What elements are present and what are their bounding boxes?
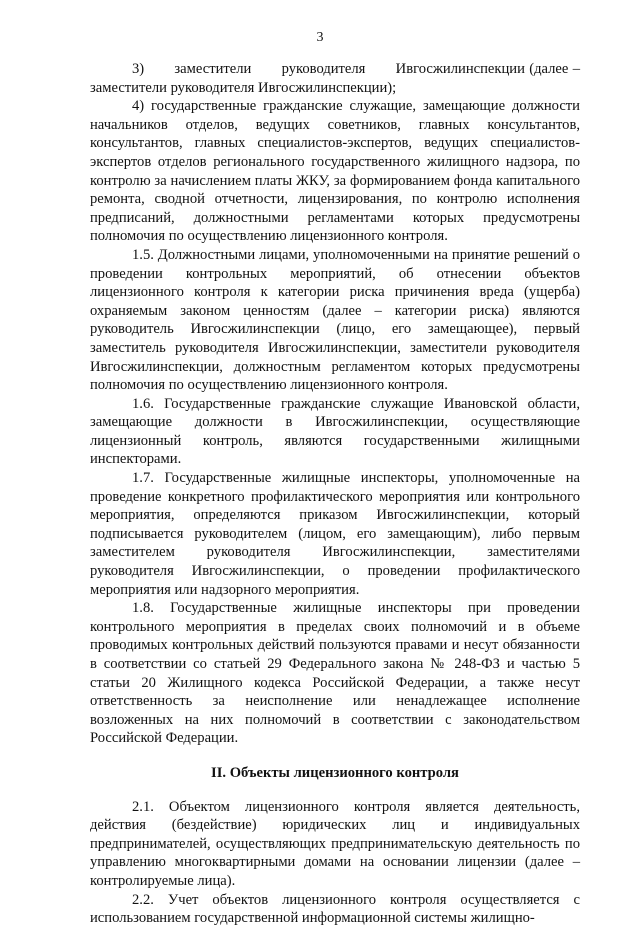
paragraph-2-2: 2.2. Учет объектов лицензионного контроля осуществляется с использованием государственной информационной системы жилищно-: [90, 891, 580, 927]
section-heading: II. Объекты лицензионного контроля: [211, 764, 459, 781]
paragraph-item-3: 3) заместители руководителя Ивгосжилинспекции (далее – заместители руководителя Ивгосжилинспекции);: [90, 61, 584, 96]
paragraph-2-1: 2.1. Объектом лицензионного контроля является деятельность, действия (бездействие) юридических лиц и индивидуальных предпринимателей, осуществляющих предпринимательскую деятельность по управлению многоквартирными домами на основании лицензии (далее – контролируемые лица).: [90, 798, 580, 889]
paragraph-item-4: 4) государственные гражданские служащие, замещающие должности начальников отделов, ведущих советников, главных консультантов, консультантов, главных специалистов-экспертов, ведущих специалистов-экспертов отделов регионального государственного жилищного надзора, по контролю за начислением платы ЖКУ, за формированием фонда капитального ремонта, сводной отчетности, лицензирования, по контролю исполнения предписаний, должностными регламентами которых предусмотрены полномочия по осуществлению лицензионного контроля.: [90, 98, 580, 245]
page-number: 3: [316, 30, 324, 45]
paragraph-1-7: 1.7. Государственные жилищные инспекторы, уполномоченные на проведение конкретного профилактического мероприятия или контрольного мероприятия, определяются приказом Ивгосжилинспекции, который подписывается руководителем (лицом, его замещающим), либо первым заместителем руководителя Ивгосжилинспекции, заместителями руководителя Ивгосжилинспекции, о проведении профилактического мероприятия или надзорного мероприятия.: [90, 470, 580, 598]
paragraph-1-5: 1.5. Должностными лицами, уполномоченными на принятие решений о проведении контрольных мероприятий, об отнесении объектов лицензионного контроля к категории риска причинения вреда (ущерба) охраняемым законом ценностям (далее – категории риска) являются руководитель Ивгосжилинспекции (лицо, его замещающее), первый заместитель руководителя Ивгосжилинспекции, заместители руководителя Ивгосжилинспекции, должностным регламентом которых предусмотрены полномочия по осуществлению лицензионного контроля.: [90, 246, 580, 394]
paragraph-1-6: 1.6. Государственные гражданские служащие Ивановской области, замещающие должности в Ивгосжилинспекции, осуществляющие лицензионный контроль, являются государственными жилищными инспекторами.: [90, 395, 580, 468]
document-body: [90, 60, 584, 928]
paragraph-1-8: 1.8. Государственные жилищные инспекторы при проведении контрольного мероприятия в пределах своих полномочий и в объеме проводимых контрольных действий пользуются правами и несут обязанности в соответствии со статьей 29 Федерального закона № 248-ФЗ и частью 5 статьи 20 Жилищного кодекса Российской Федерации, а также несут ответственность за неисполнение или ненадлежащее исполнение возложенных на них полномочий в соответствии с законодательством Российской Федерации.: [90, 600, 580, 747]
